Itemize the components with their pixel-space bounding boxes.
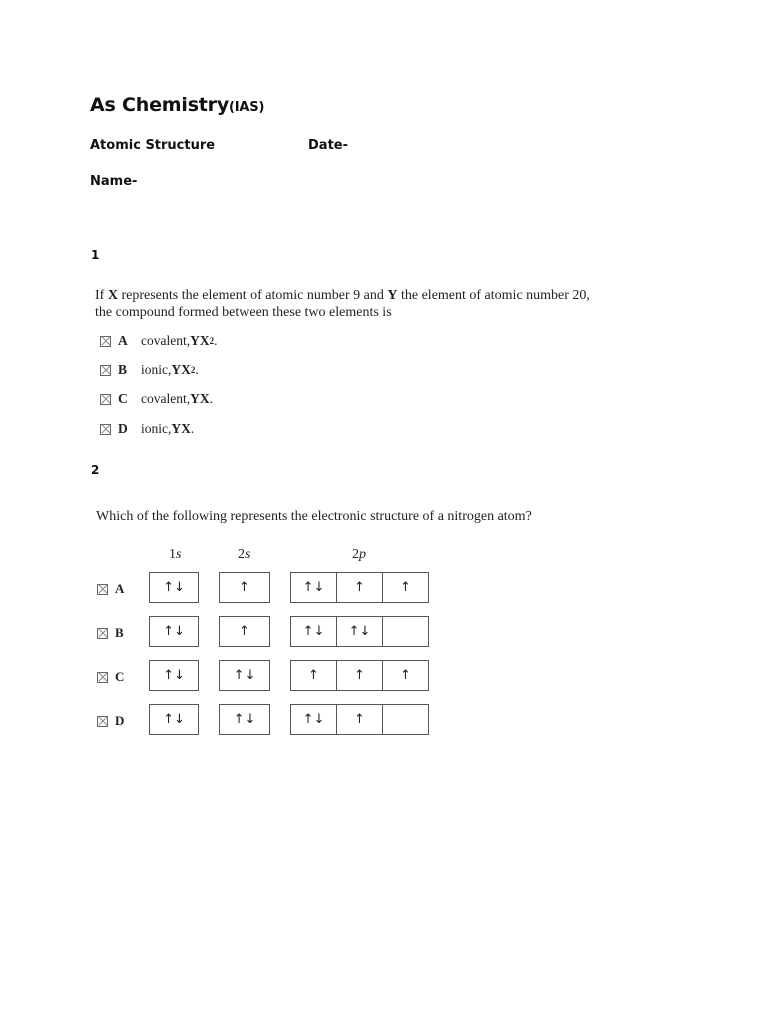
option-text: covalent, <box>141 333 191 348</box>
checkbox-icon[interactable] <box>97 628 108 639</box>
q1-l1-post: the element of atomic number 20, <box>397 288 590 303</box>
option-letter: B <box>118 362 128 377</box>
orbital-2s: ↑↓ <box>219 704 270 735</box>
orbital-2p-3: ↑ <box>382 660 429 691</box>
orbital-2p-3 <box>382 704 429 735</box>
header-2s <box>238 547 250 563</box>
checkbox-icon[interactable] <box>97 716 108 727</box>
option-end: . <box>214 333 218 348</box>
q1-y: Y <box>387 288 398 303</box>
option-formula: YX <box>171 421 191 436</box>
orbital-1s: ↑↓ <box>149 616 199 647</box>
orbital-2p-2: ↑↓ <box>336 616 383 647</box>
header-1s <box>169 547 181 563</box>
option-formula: YX <box>190 333 210 348</box>
question-1-line-1 <box>95 287 655 304</box>
checkbox-icon[interactable] <box>100 336 111 347</box>
q1-option-c[interactable] <box>100 391 213 407</box>
question-1-number: 1 <box>91 248 100 262</box>
orbital-1s: ↑↓ <box>149 660 199 691</box>
option-letter: A <box>118 333 128 348</box>
option-formula: YX <box>190 391 210 406</box>
h1s-num: 1 <box>169 547 176 562</box>
orbital-2s: ↑↓ <box>219 660 270 691</box>
q1-l1-pre: If <box>95 288 108 303</box>
date-label: Date- <box>308 138 348 153</box>
option-end: . <box>190 421 195 436</box>
q1-option-b[interactable] <box>100 362 199 378</box>
q1-l1-mid: represents the element of atomic number 9 and <box>117 288 388 303</box>
question-2-number: 2 <box>91 463 100 477</box>
orbital-1s: ↑↓ <box>149 704 199 735</box>
q2-option-b[interactable] <box>97 625 138 641</box>
orbital-2p-2: ↑ <box>336 704 383 735</box>
option-letter: D <box>115 713 125 728</box>
checkbox-icon[interactable] <box>100 424 111 435</box>
h1s-letter: s <box>176 547 182 562</box>
option-text: ionic, <box>141 362 172 377</box>
h2s-letter: s <box>245 547 251 562</box>
page-title <box>90 94 264 116</box>
question-2-text: Which of the following represents the electronic structure of a nitrogen atom? <box>96 509 532 524</box>
checkbox-icon[interactable] <box>97 584 108 595</box>
checkbox-icon[interactable] <box>97 672 108 683</box>
orbital-2p-2: ↑ <box>336 572 383 603</box>
orbital-1s: ↑↓ <box>149 572 199 603</box>
orbital-2p-1: ↑↓ <box>290 704 337 735</box>
h2p-letter: p <box>359 547 366 562</box>
orbital-2s: ↑ <box>219 616 270 647</box>
orbital-2p-2: ↑ <box>336 660 383 691</box>
q2-option-d[interactable] <box>97 713 138 729</box>
checkbox-icon[interactable] <box>100 394 111 405</box>
option-letter: B <box>115 625 124 640</box>
q2-option-c[interactable] <box>97 669 138 685</box>
q1-option-d[interactable] <box>100 421 194 437</box>
option-letter: A <box>115 581 125 596</box>
option-subscript: 2 <box>209 336 215 346</box>
orbital-2p-1: ↑ <box>290 660 337 691</box>
orbital-2p-3: ↑ <box>382 572 429 603</box>
header-2p <box>352 547 366 563</box>
option-letter: D <box>118 421 128 436</box>
orbital-2p-1: ↑↓ <box>290 572 337 603</box>
option-formula: YX <box>171 362 191 377</box>
title-suffix: (IAS) <box>229 100 265 115</box>
h2s-num: 2 <box>238 547 245 562</box>
question-1-text <box>95 287 655 321</box>
orbital-2s: ↑ <box>219 572 270 603</box>
option-subscript: 2 <box>190 365 196 375</box>
option-letter: C <box>115 669 125 684</box>
name-label: Name- <box>90 174 138 189</box>
orbital-2p-3 <box>382 616 429 647</box>
q2-option-a[interactable] <box>97 581 138 597</box>
checkbox-icon[interactable] <box>100 365 111 376</box>
question-1-line-2: the compound formed between these two elements is <box>95 305 392 320</box>
option-text: ionic, <box>141 421 172 436</box>
topic-label: Atomic Structure <box>90 138 216 153</box>
option-text: covalent, <box>141 391 191 406</box>
h2p-num: 2 <box>352 547 359 562</box>
q1-option-a[interactable] <box>100 333 217 349</box>
orbital-2p-1: ↑↓ <box>290 616 337 647</box>
q1-x: X <box>107 288 118 303</box>
option-end: . <box>209 391 213 406</box>
title-text: As Chemistry <box>90 94 230 116</box>
option-end: . <box>195 362 199 377</box>
option-letter: C <box>118 391 128 406</box>
